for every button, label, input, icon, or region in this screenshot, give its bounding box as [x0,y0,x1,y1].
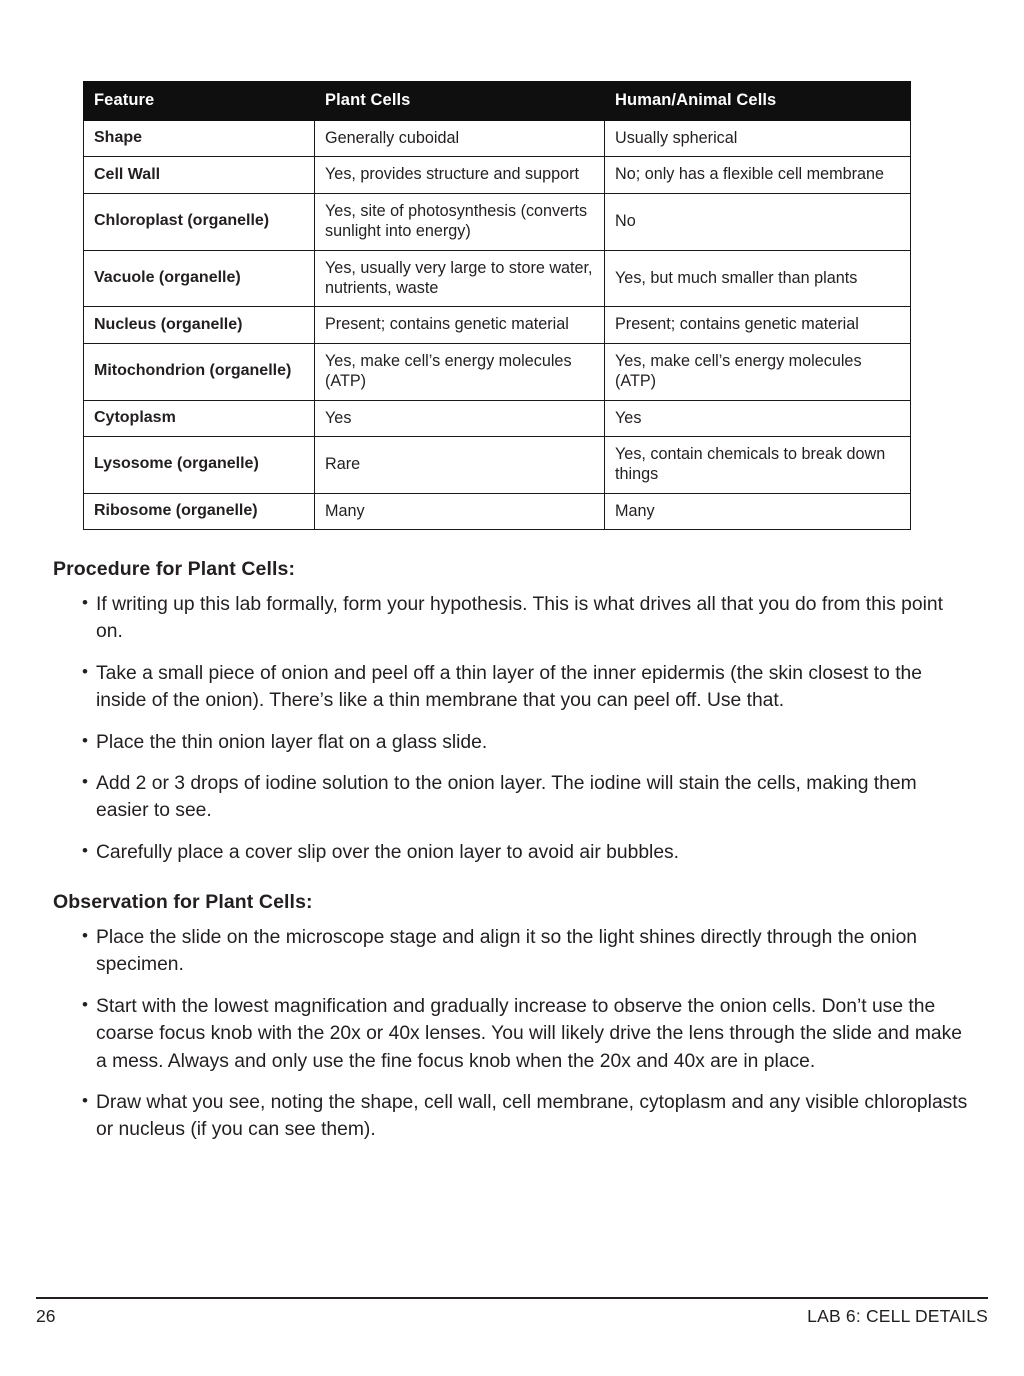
list-item: • If writing up this lab formally, form your hypothesis. This is what drives all that you do from this point on. [53,591,971,646]
page-number: 26 [36,1306,56,1326]
list-item: • Place the thin onion layer flat on a glass slide. [53,729,971,756]
cell-animal-value: No [605,193,911,250]
cell-animal-value: Yes, contain chemicals to break down things [605,437,911,494]
table-row [84,193,911,250]
observation-heading: Observation for Plant Cells: [53,891,313,913]
cell-animal-value: Present; contains genetic material [605,307,911,343]
procedure-heading: Procedure for Plant Cells: [53,558,296,580]
table-row [84,307,911,343]
cell-feature: Nucleus (organelle) [84,307,315,343]
cell-animal-value: Yes [605,400,911,436]
table-row [84,121,911,157]
cell-plant-value: Yes [315,400,605,436]
page-footer [36,1297,988,1347]
cell-feature: Vacuole (organelle) [84,250,315,307]
table-row [84,157,911,193]
table-row [84,343,911,400]
cell-comparison-table-container [83,81,910,530]
column-header-feature: Feature [84,82,315,121]
cell-plant-value: Yes, site of photosynthesis (converts sunlight into energy) [315,193,605,250]
cell-feature: Mitochondrion (organelle) [84,343,315,400]
table-row [84,250,911,307]
cell-plant-value: Rare [315,437,605,494]
cell-plant-value: Many [315,493,605,529]
list-item: • Carefully place a cover slip over the onion layer to avoid air bubbles. [53,839,971,866]
cell-feature: Lysosome (organelle) [84,437,315,494]
table-header [84,82,911,121]
cell-feature: Cytoplasm [84,400,315,436]
cell-animal-value: No; only has a flexible cell membrane [605,157,911,193]
table-header-row [84,82,911,121]
table-body [84,121,911,530]
cell-feature: Cell Wall [84,157,315,193]
cell-feature: Shape [84,121,315,157]
list-item: • Draw what you see, noting the shape, cell wall, cell membrane, cytoplasm and any visible chloroplasts or nucleus (if you can see them). [53,1089,971,1144]
list-item: • Add 2 or 3 drops of iodine solution to the onion layer. The iodine will stain the cells, making them easier to see. [53,770,971,825]
procedure-section [53,558,971,866]
column-header-plant-cells: Plant Cells [315,82,605,121]
cell-plant-value: Generally cuboidal [315,121,605,157]
running-head: LAB 6: CELL DETAILS [807,1306,988,1326]
list-item: • Place the slide on the microscope stage and align it so the light shines directly through the onion specimen. [53,924,971,979]
footer-content [36,1299,988,1327]
cell-animal-value: Usually spherical [605,121,911,157]
observation-section [53,891,971,1144]
table-row [84,493,911,529]
cell-animal-value: Yes, but much smaller than plants [605,250,911,307]
cell-feature: Chloroplast (organelle) [84,193,315,250]
cell-plant-value: Present; contains genetic material [315,307,605,343]
cell-plant-value: Yes, provides structure and support [315,157,605,193]
list-item: • Take a small piece of onion and peel off a thin layer of the inner epidermis (the skin closest to the inside of the onion). There’s like a thin membrane that you can peel off. Use that. [53,660,971,715]
cell-plant-value: Yes, make cell’s energy molecules (ATP) [315,343,605,400]
cell-comparison-table [83,81,911,530]
list-item: • Start with the lowest magnification and gradually increase to observe the onion cells. Don’t use the coarse focus knob with the 20x or 40x lenses. You will likely drive the lens through the slide and make a mess. Always and only use the fine focus knob when the 20x and 40x are in place. [53,993,971,1075]
observation-list [53,924,971,1144]
table-row [84,400,911,436]
table-row [84,437,911,494]
procedure-list [53,591,971,866]
cell-animal-value: Yes, make cell’s energy molecules (ATP) [605,343,911,400]
cell-feature: Ribosome (organelle) [84,493,315,529]
cell-plant-value: Yes, usually very large to store water, nutrients, waste [315,250,605,307]
cell-animal-value: Many [605,493,911,529]
column-header-human-animal-cells: Human/Animal Cells [605,82,911,121]
